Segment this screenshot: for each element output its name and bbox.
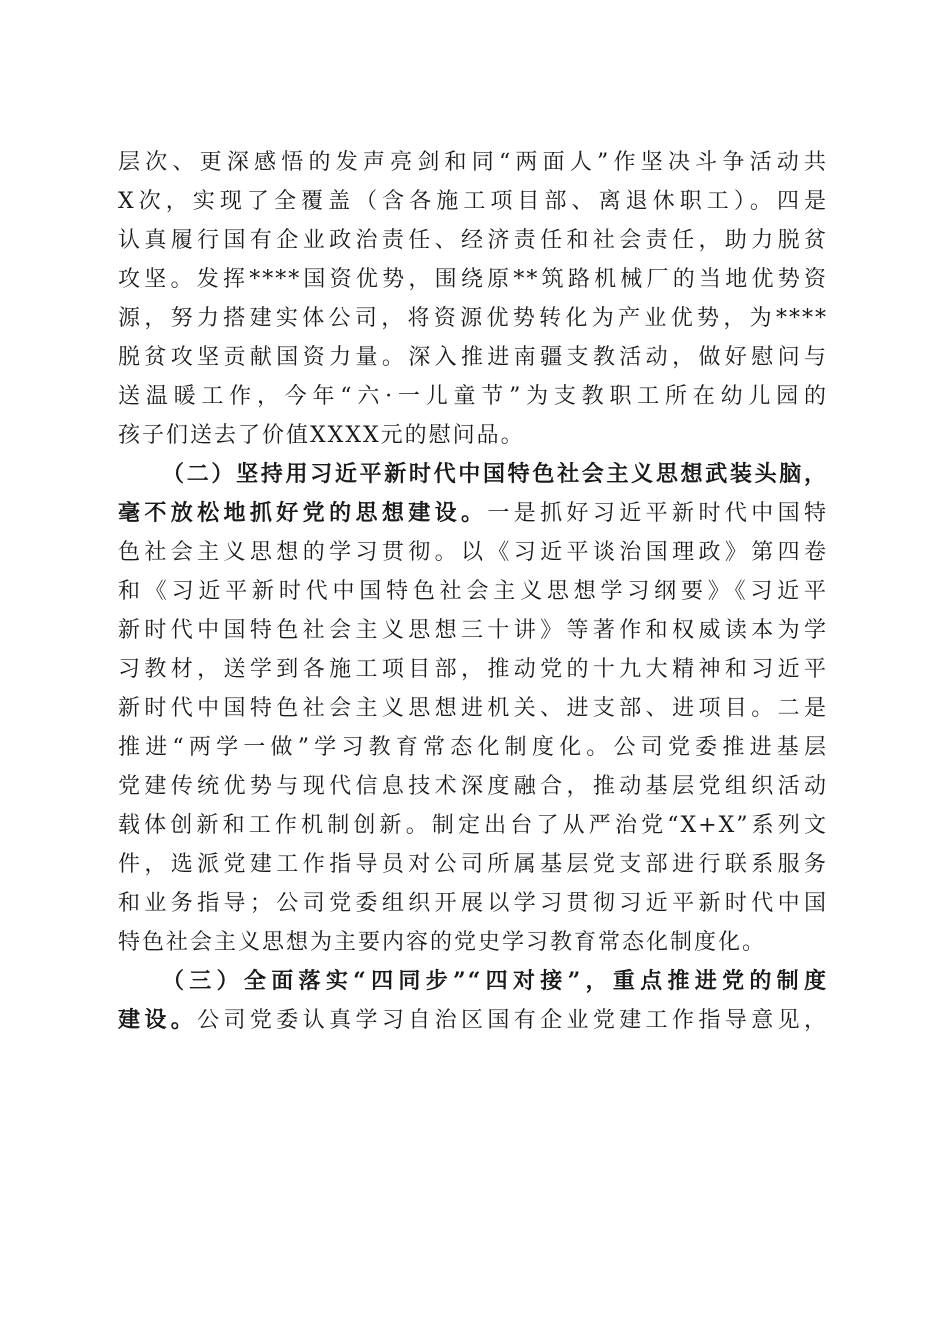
text-run: 孩子们送去了价值XXXX元的慰问品。	[118, 423, 525, 448]
text-line	[118, 494, 828, 533]
section-heading-text: （三）全面落实“四同步”“四对接”，重点推进党的制度	[162, 968, 828, 994]
text-line	[118, 572, 828, 611]
text-line	[118, 182, 828, 221]
text-line-last	[118, 416, 828, 455]
text-line	[118, 299, 828, 338]
text-line-last	[118, 923, 828, 962]
text-run: 脱贫攻坚贡献国资力量。深入推进南疆支教活动，做好慰问与	[118, 345, 828, 370]
text-run: 新时代中国特色社会主义思想进机关、进支部、进项目。二是	[118, 696, 828, 721]
text-line	[118, 143, 828, 182]
text-run: 和业务指导；公司党委组织开展以学习贯彻习近平新时代中国	[118, 891, 828, 916]
text-line	[118, 533, 828, 572]
text-line	[118, 884, 828, 923]
text-line	[118, 338, 828, 377]
text-line	[118, 650, 828, 689]
text-run: 攻坚。发挥****国资优势，围绕原**筑路机械厂的当地优势资	[118, 267, 828, 292]
text-line	[118, 689, 828, 728]
text-run: 和《习近平新时代中国特色社会主义思想学习纲要》《习近平	[118, 579, 828, 604]
text-line	[118, 728, 828, 767]
text-run: 送温暖工作，今年“六·一儿童节”为支教职工所在幼儿园的	[118, 384, 828, 409]
section-heading-text: 毫不放松地抓好党的思想建设。	[118, 500, 488, 526]
text-line	[118, 845, 828, 884]
text-line	[118, 1001, 828, 1040]
text-run: 新时代中国特色社会主义思想三十讲》等著作和权威读本为学	[118, 618, 828, 643]
text-line	[118, 221, 828, 260]
section-heading-line	[118, 962, 828, 1001]
text-line	[118, 260, 828, 299]
text-run: 推进“两学一做”学习教育常态化制度化。公司党委推进基层	[118, 735, 828, 760]
text-run: 源，努力搭建实体公司，将资源优势转化为产业优势，为****	[118, 306, 828, 331]
section-heading-line	[118, 455, 828, 494]
text-line	[118, 767, 828, 806]
text-line	[118, 611, 828, 650]
text-run: 层次、更深感悟的发声亮剑和同“两面人”作坚决斗争活动共	[118, 150, 828, 175]
section-three-paragraph	[118, 962, 828, 1040]
text-run: 一是抓好习近平新时代中国特	[487, 501, 828, 526]
body-text	[118, 143, 828, 1040]
text-run: 载体创新和工作机制创新。制定出台了从严治党“X+X”系列文	[118, 813, 828, 838]
text-run: 习教材，送学到各施工项目部，推动党的十九大精神和习近平	[118, 657, 828, 682]
text-run: X次，实现了全覆盖（含各施工项目部、离退休职工）。四是	[118, 189, 828, 214]
text-run: 认真履行国有企业政治责任、经济责任和社会责任，助力脱贫	[118, 228, 828, 253]
text-run: 色社会主义思想的学习贯彻。以《习近平谈治国理政》第四卷	[118, 540, 828, 565]
text-run: 件，选派党建工作指导员对公司所属基层党支部进行联系服务	[118, 852, 828, 877]
paragraph-continued	[118, 143, 828, 455]
text-run: 特色社会主义思想为主要内容的党史学习教育常态化制度化。	[118, 930, 767, 955]
text-run: 公司党委认真学习自治区国有企业党建工作指导意见，	[197, 1008, 828, 1033]
text-line	[118, 377, 828, 416]
text-line	[118, 806, 828, 845]
section-two-paragraph	[118, 455, 828, 962]
section-heading-text: （二）坚持用习近平新时代中国特色社会主义思想武装头脑，	[162, 461, 828, 487]
section-heading-text: 建设。	[118, 1007, 198, 1033]
text-run: 党建传统优势与现代信息技术深度融合，推动基层党组织活动	[118, 774, 828, 799]
